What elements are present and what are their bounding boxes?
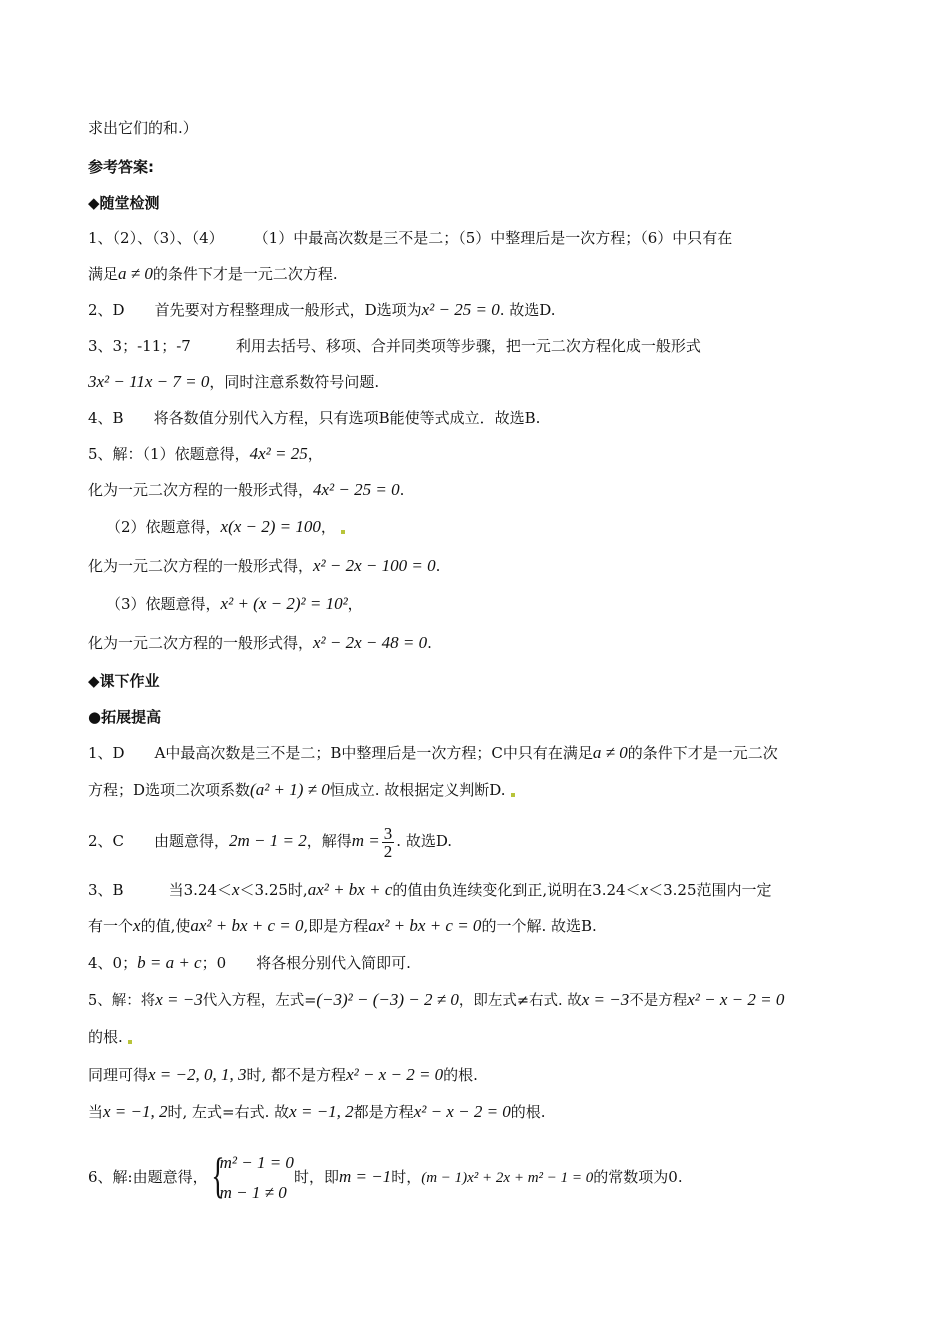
artifact-dot bbox=[341, 530, 345, 534]
math-expression: x² − x − 2 = 0 bbox=[346, 1065, 444, 1084]
text: 满足 bbox=[88, 265, 119, 283]
text: 5、解：将 bbox=[88, 993, 156, 1009]
math-expression: x² + (x − 2)² = 10² bbox=[220, 594, 348, 613]
text: ， bbox=[320, 518, 336, 536]
answer-5-line-3 bbox=[106, 516, 886, 538]
text: . bbox=[435, 557, 441, 575]
text: 5、解：（1）依题意得， bbox=[88, 445, 250, 463]
ext-answer-1-line-2 bbox=[88, 779, 868, 801]
math-expression: 2m − 1 = 2 bbox=[229, 831, 307, 850]
math-expression: 3x² − 11x − 7 = 0 bbox=[88, 372, 210, 391]
text: 时, 左式=右式. 故 bbox=[167, 1103, 290, 1121]
section-heading-extension: ●拓展提高 bbox=[88, 708, 162, 726]
text: 的根. bbox=[510, 1103, 546, 1121]
answer-5-line-4 bbox=[88, 555, 868, 577]
text: 方程；D选项二次项系数 bbox=[88, 781, 251, 799]
artifact-dot bbox=[128, 1040, 132, 1044]
ext-answer-2 bbox=[88, 822, 868, 860]
math-expression: (−3)² − (−3) − 2 ≠ 0 bbox=[316, 990, 459, 1009]
fraction bbox=[382, 825, 395, 860]
text: ， bbox=[347, 595, 363, 613]
math-variable: x bbox=[640, 880, 649, 899]
text: ＜3.25范围内一定 bbox=[648, 881, 772, 899]
system-line-1: { m² − 1 = 0 bbox=[219, 1153, 294, 1172]
math-expression: m = −1 bbox=[338, 1167, 392, 1186]
text: ，同时注意系数符号问题. bbox=[209, 373, 380, 391]
text: 3、B 当3.24＜ bbox=[88, 881, 232, 899]
text: 代入方程，左式= bbox=[202, 993, 317, 1009]
text: 都是方程 bbox=[353, 1103, 414, 1121]
text: 的根. bbox=[88, 1028, 123, 1046]
section-heading-practice: ◆随堂检测 bbox=[88, 194, 160, 212]
text: ；0 将各根分别代入简即可. bbox=[201, 954, 411, 972]
text: 同理可得 bbox=[88, 1066, 149, 1084]
answer-3-line-2 bbox=[88, 371, 868, 393]
section-heading-homework: ◆课下作业 bbox=[88, 672, 160, 690]
text: 的条件下才是一元二次方程. bbox=[152, 265, 338, 283]
text: ,即是方程 bbox=[303, 917, 369, 935]
fraction-denominator: 2 bbox=[383, 841, 393, 861]
answer-5-line-2 bbox=[88, 479, 868, 501]
text: （3）依题意得， bbox=[106, 595, 221, 613]
answer-3-line-1: 3、3；-11；-7 利用去括号、移项、合并同类项等步骤，把一元二次方程化成一般形式 bbox=[88, 337, 701, 355]
text: ，解得 bbox=[306, 832, 352, 850]
text: . bbox=[427, 634, 432, 652]
text: 6、解:由题意得， bbox=[88, 1168, 208, 1186]
answer-1-line-2 bbox=[88, 263, 868, 285]
text: . 故选D. bbox=[396, 832, 453, 850]
text: 2、C 由题意得， bbox=[88, 832, 230, 850]
text: 有一个 bbox=[88, 917, 134, 935]
text: ，即左式≠右式. 故 bbox=[458, 993, 582, 1009]
fraction-numerator: 3 bbox=[383, 823, 393, 843]
ext-answer-6 bbox=[88, 1146, 868, 1209]
text: 2、D 首先要对方程整理成一般形式，D选项为 bbox=[88, 301, 422, 319]
text: 的一个解. 故选B. bbox=[481, 917, 597, 935]
text: 不是方程 bbox=[629, 993, 688, 1009]
equation-system bbox=[208, 1148, 294, 1208]
math-expression: (a² + 1) ≠ 0 bbox=[250, 780, 330, 799]
math-variable: x bbox=[231, 880, 240, 899]
text: 的条件下才是一元二次 bbox=[627, 744, 778, 762]
math-expression: ax² + bx + c = 0 bbox=[190, 916, 304, 935]
math-expression: x = −1, 2 bbox=[289, 1102, 354, 1121]
artifact-dot bbox=[511, 793, 515, 797]
math-expression: x² − 2x − 100 = 0 bbox=[313, 556, 436, 575]
math-expression: x(x − 2) = 100 bbox=[220, 517, 321, 536]
intro-line: 求出它们的和.） bbox=[88, 119, 198, 137]
math-expression: ax² + bx + c bbox=[307, 880, 393, 899]
ext-answer-5-line-1 bbox=[88, 989, 868, 1012]
text: 化为一元二次方程的一般形式得， bbox=[88, 481, 314, 499]
text: 的值,使 bbox=[140, 917, 191, 935]
text: 恒成立. 故根据定义判断D. bbox=[329, 781, 506, 799]
math-expression: 4x² − 25 = 0 bbox=[313, 480, 400, 499]
ext-answer-5-line-2 bbox=[88, 1026, 868, 1048]
text: ， bbox=[307, 445, 323, 463]
ext-answer-1-line-1 bbox=[88, 742, 868, 764]
ext-answer-3-line-1 bbox=[88, 879, 868, 901]
text: . 故选D. bbox=[499, 301, 556, 319]
math-expression: x² − 2x − 48 = 0 bbox=[313, 633, 428, 652]
text: ＜3.25时, bbox=[239, 881, 308, 899]
ext-answer-3-line-2 bbox=[88, 915, 868, 937]
text: 化为一元二次方程的一般形式得， bbox=[88, 557, 314, 575]
ext-answer-4 bbox=[88, 952, 868, 974]
text: （2）依题意得， bbox=[106, 518, 221, 536]
text: 的常数项为0. bbox=[593, 1168, 683, 1186]
math-expression: a ≠ 0 bbox=[118, 264, 153, 283]
answer-5-line-1 bbox=[88, 443, 868, 465]
text: 时, 都不是方程 bbox=[246, 1066, 347, 1084]
text: 时，即 bbox=[293, 1168, 339, 1186]
ext-answer-5-line-4 bbox=[88, 1101, 868, 1123]
math-expression: ax² + bx + c = 0 bbox=[368, 916, 482, 935]
text: . bbox=[399, 481, 405, 499]
math-expression: m = bbox=[351, 831, 380, 850]
math-expression: x = −3 bbox=[581, 990, 630, 1009]
text: 的根. bbox=[443, 1066, 478, 1084]
math-expression: x² − x − 2 = 0 bbox=[687, 990, 785, 1009]
answer-1-line-1: 1、（2）、（3）、（4） （1）中最高次数是三不是二；（5）中整理后是一次方程；（6）中只有在 bbox=[88, 229, 733, 247]
system-line-2: m − 1 ≠ 0 bbox=[219, 1183, 287, 1202]
answers-heading: 参考答案: bbox=[88, 158, 154, 176]
text: 当 bbox=[88, 1103, 104, 1121]
math-expression: (m − 1)x² + 2x + m² − 1 = 0 bbox=[421, 1170, 594, 1186]
math-expression: b = a + c bbox=[137, 953, 202, 972]
text: 1、D A中最高次数是三不是二；B中整理后是一次方程；C中只有在满足 bbox=[88, 744, 593, 762]
answer-5-line-6 bbox=[88, 632, 868, 654]
math-expression: x² − 25 = 0 bbox=[421, 300, 500, 319]
math-expression: a ≠ 0 bbox=[592, 743, 628, 762]
answer-5-line-5 bbox=[106, 593, 886, 615]
math-variable: x bbox=[133, 916, 141, 935]
math-expression: x = −1, 2 bbox=[103, 1102, 168, 1121]
ext-answer-5-line-3 bbox=[88, 1064, 868, 1086]
text: 时， bbox=[391, 1168, 422, 1186]
answer-4: 4、B 将各数值分别代入方程，只有选项B能使等式成立．故选B. bbox=[88, 409, 541, 427]
text: 化为一元二次方程的一般形式得， bbox=[88, 634, 314, 652]
answer-2 bbox=[88, 299, 868, 321]
math-expression: 4x² = 25 bbox=[249, 444, 308, 463]
math-expression: x = −3 bbox=[155, 990, 203, 1009]
math-expression: x = −2, 0, 1, 3 bbox=[148, 1065, 247, 1084]
text: 的值由负连续变化到正,说明在3.24＜ bbox=[392, 881, 641, 899]
text: 4、0； bbox=[88, 954, 138, 972]
math-expression: x² − x − 2 = 0 bbox=[413, 1102, 511, 1121]
